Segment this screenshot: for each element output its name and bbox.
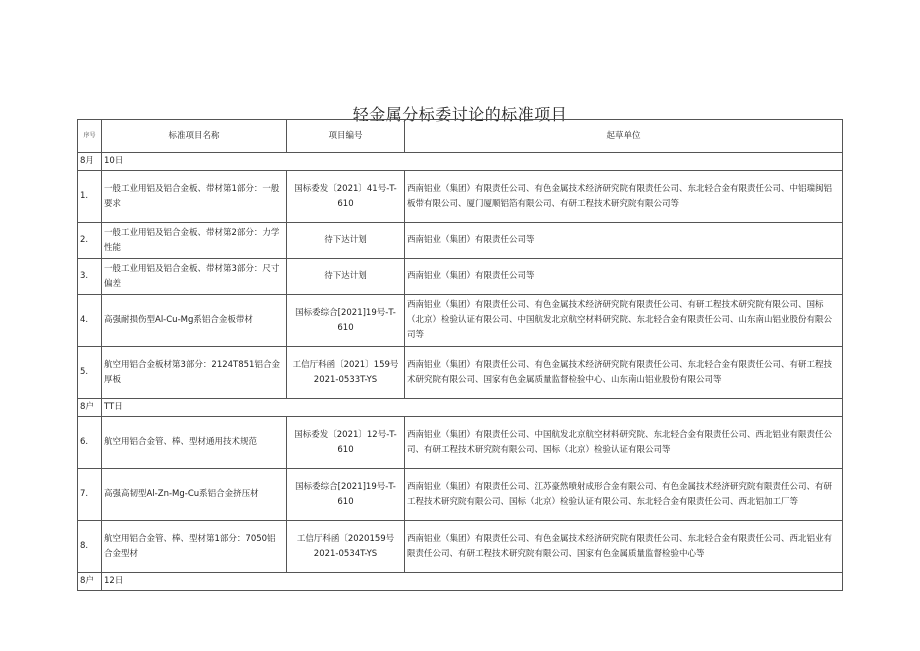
row-name: 一般工业用铝及铝合金板、带材第2部分：力学性能 (102, 223, 287, 259)
row-code: 工信厅科函〔2020159号2021-0534T-YS (287, 521, 405, 573)
row-no: 7. (78, 469, 102, 521)
row-no: 3. (78, 259, 102, 295)
row-name: 航空用铝合金管、棒、型材第1部分：7050铝合金型材 (102, 521, 287, 573)
row-no: 5. (78, 347, 102, 399)
row-code: 待下达计划 (287, 223, 405, 259)
row-name: 一般工业用铝及铝合金板、带材第3部分：尺寸偏差 (102, 259, 287, 295)
header-drafter: 起草单位 (405, 120, 843, 153)
date-day: 12日 (102, 573, 843, 591)
row-no: 8. (78, 521, 102, 573)
row-drafter: 西南铝业（集团）有限责任公司、有色金属技术经济研究院有限责任公司、东北轻合金有限责任公司、有研工程技术研究院有限公司、国家有色金属质量监督检验中心、山东南山铝业股份有限公司等 (405, 347, 843, 399)
row-code: 工信厅科函〔2021〕159号2021-0533T-YS (287, 347, 405, 399)
date-month: 8户 (78, 399, 102, 417)
page-title: 轻金属分标委讨论的标准项目 (352, 105, 568, 124)
date-day: TT日 (102, 399, 843, 417)
table-row (78, 223, 843, 259)
row-no: 2. (78, 223, 102, 259)
date-row (78, 399, 843, 417)
table-row (78, 521, 843, 573)
row-drafter: 西南铝业（集团）有限责任公司、有色金属技术经济研究院有限责任公司、东北轻合金有限责任公司、西北铝业有限责任公司、有研工程技术研究院有限公司、国家有色金属质量监督检验中心等 (405, 521, 843, 573)
row-name: 一般工业用铝及铝合金板、带材第1部分：一般要求 (102, 171, 287, 223)
row-code: 待下达计划 (287, 259, 405, 295)
row-code: 国标委综合[2021]19号-T-610 (287, 295, 405, 347)
row-code: 国标委发〔2021〕41号-T-610 (287, 171, 405, 223)
date-month: 8户 (78, 573, 102, 591)
row-drafter: 西南铝业（集团）有限责任公司、有色金属技术经济研究院有限责任公司、有研工程技术研究院有限公司、国标（北京）检验认证有限公司、中国航发北京航空材料研究院、东北轻合金有限责任公司、山东南山铝业股份有限公司等 (405, 295, 843, 347)
table-row (78, 171, 843, 223)
table-row (78, 259, 843, 295)
row-name: 高强耐损伤型Al-Cu-Mg系铝合金板带材 (102, 295, 287, 347)
table-row (78, 417, 843, 469)
row-no: 6. (78, 417, 102, 469)
row-no: 1. (78, 171, 102, 223)
date-month: 8月 (78, 153, 102, 171)
row-no: 4. (78, 295, 102, 347)
row-name: 航空用铝合金管、棒、型材通用技术规范 (102, 417, 287, 469)
header-name: 标准项目名称 (102, 120, 287, 153)
table-row (78, 469, 843, 521)
row-drafter: 西南铝业（集团）有限责任公司等 (405, 223, 843, 259)
row-name: 航空用铝合金板材第3部分：2124T851铝合金厚板 (102, 347, 287, 399)
table-row (78, 295, 843, 347)
header-no: 序号 (78, 120, 102, 153)
table-row (78, 347, 843, 399)
row-code: 国标委综合[2021]19号-T-610 (287, 469, 405, 521)
date-day: 10日 (102, 153, 843, 171)
row-name: 高强高韧型Al-Zn-Mg-Cu系铝合金挤压材 (102, 469, 287, 521)
row-drafter: 西南铝业（集团）有限责任公司、江苏豪然喷射成形合金有限公司、有色金属技术经济研究院有限责任公司、有研工程技术研究院有限公司、国标（北京）检验认证有限公司、东北轻合金有限责任公司、西北铝加工厂等 (405, 469, 843, 521)
date-row (78, 153, 843, 171)
row-drafter: 西南铝业（集团）有限责任公司、中国航发北京航空材料研究院、东北轻合金有限责任公司、西北铝业有限责任公司、有研工程技术研究院有限公司、国标（北京）检验认证有限公司等 (405, 417, 843, 469)
table-header-row (78, 120, 843, 153)
date-row (78, 573, 843, 591)
row-code: 国标委发〔2021〕12号-T-610 (287, 417, 405, 469)
standards-table (77, 119, 843, 591)
row-drafter: 西南铝业（集团）有限责任公司等 (405, 259, 843, 295)
header-code: 项目编号 (287, 120, 405, 153)
row-drafter: 西南铝业（集团）有限责任公司、有色金属技术经济研究院有限责任公司、东北轻合金有限责任公司、中铝瑞闽铝板带有限公司、厦门厦顺铝箔有限公司、有研工程技术研究院有限公司等 (405, 171, 843, 223)
